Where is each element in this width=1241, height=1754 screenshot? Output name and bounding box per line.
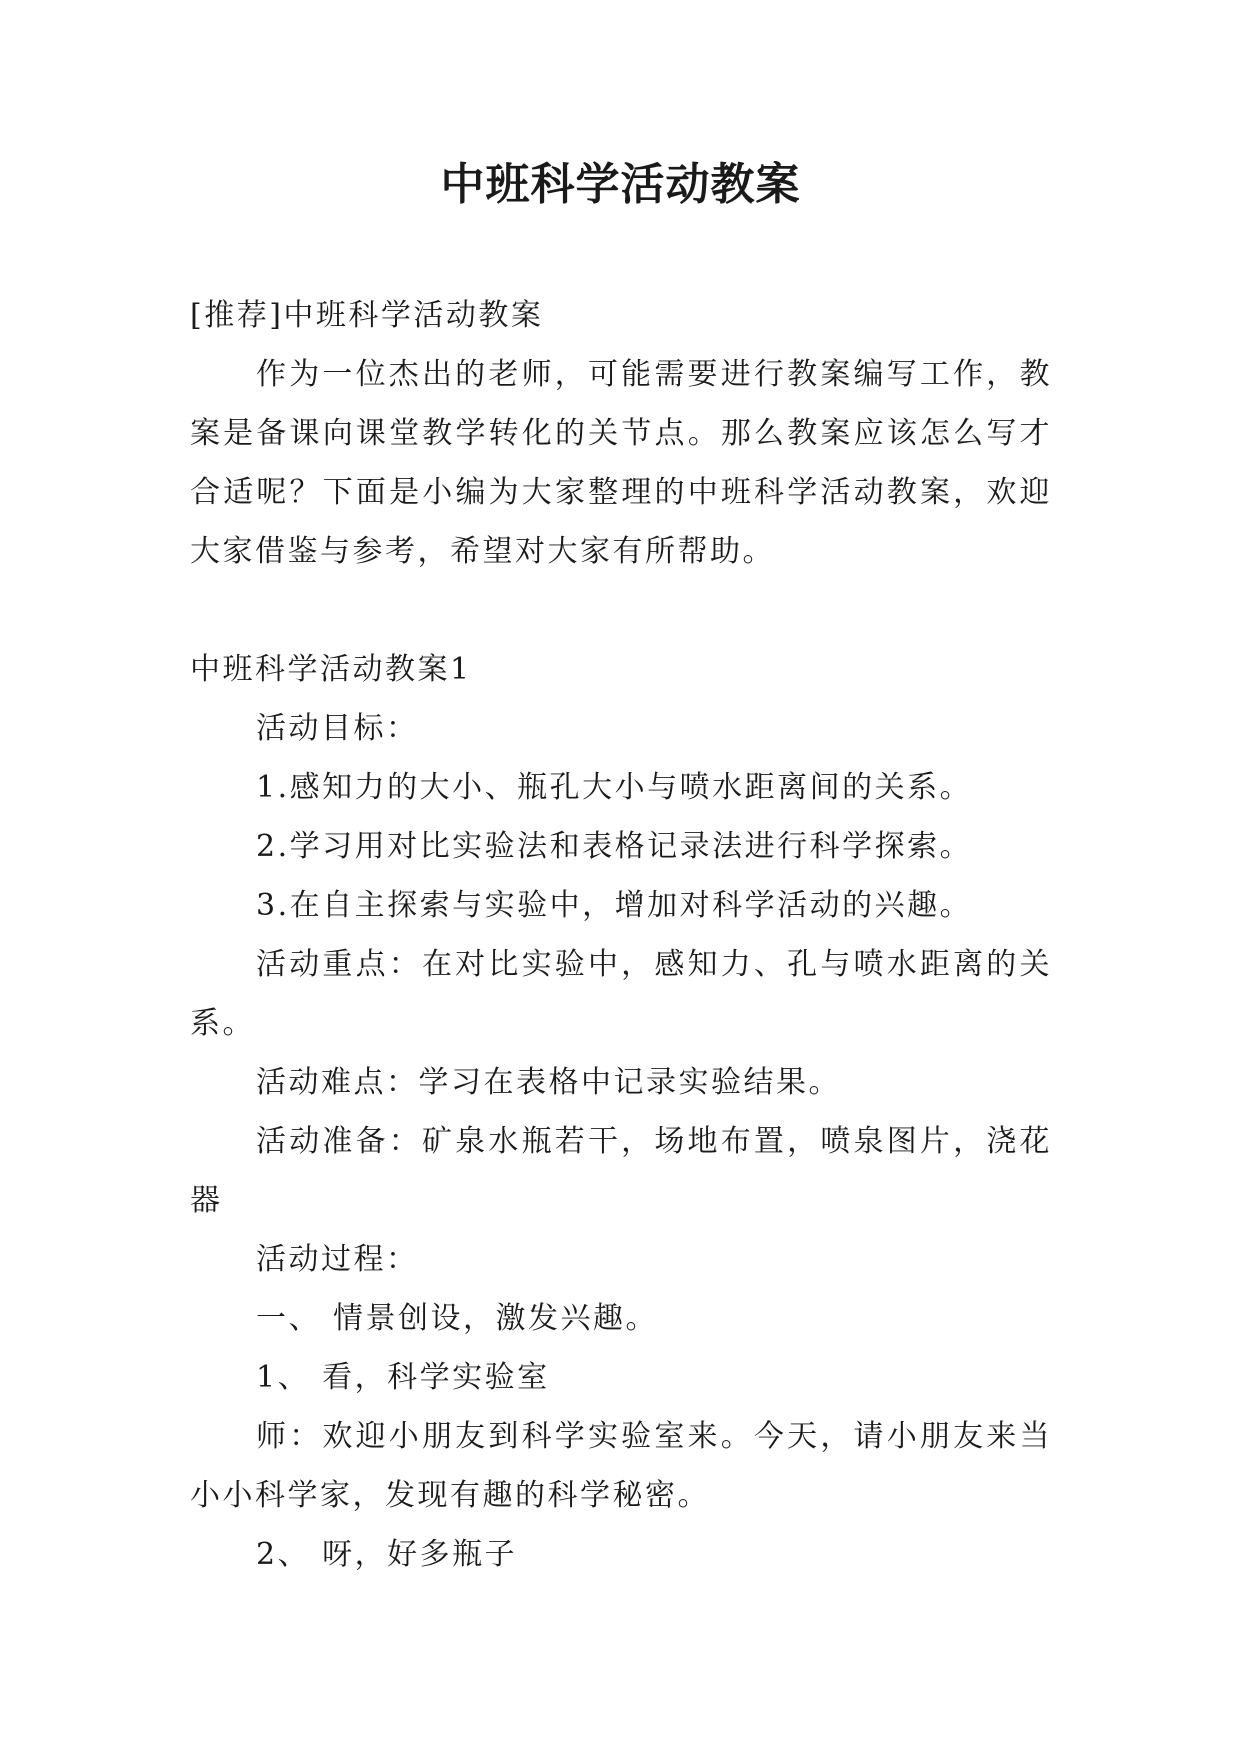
document-title: 中班科学活动教案 <box>440 159 801 210</box>
process-step-1: 一、 情景创设，激发兴趣。 <box>256 1301 659 1336</box>
teacher-dialogue: 师：欢迎小朋友到科学实验室来。今天，请小朋友来当小小科学家，发现有趣的科学秘密。 <box>190 1419 1052 1513</box>
process-substep-1: 1、 看，科学实验室 <box>256 1360 550 1395</box>
activity-focus: 活动重点：在对比实验中，感知力、孔与喷水距离的关系。 <box>190 947 1052 1041</box>
document-body <box>190 286 1052 1584</box>
goal-item-2: 2.学习用对比实验法和表格记录法进行科学探索。 <box>256 829 973 864</box>
goal-item-1: 1.感知力的大小、瓶孔大小与喷水距离间的关系。 <box>256 770 973 805</box>
activity-preparation: 活动准备：矿泉水瓶若干，场地布置，喷泉图片，浇花器 <box>190 1124 1052 1218</box>
recommend-heading: [推荐]中班科学活动教案 <box>190 298 544 333</box>
activity-goals-label: 活动目标： <box>256 711 419 746</box>
activity-difficulty: 活动难点：学习在表格中记录实验结果。 <box>256 1065 841 1100</box>
activity-process-label: 活动过程： <box>256 1242 419 1277</box>
goal-item-3: 3.在自主探索与实验中，增加对科学活动的兴趣。 <box>256 888 973 923</box>
intro-paragraph: 作为一位杰出的老师，可能需要进行教案编写工作，教案是备课向课堂教学转化的关节点。那么教案应该怎么写才合适呢？下面是小编为大家整理的中班科学活动教案，欢迎大家借鉴与参考，希望对大家有所帮助。 <box>190 357 1052 569</box>
process-substep-2: 2、 呀，好多瓶子 <box>256 1537 518 1572</box>
section-heading: 中班科学活动教案1 <box>190 652 472 687</box>
